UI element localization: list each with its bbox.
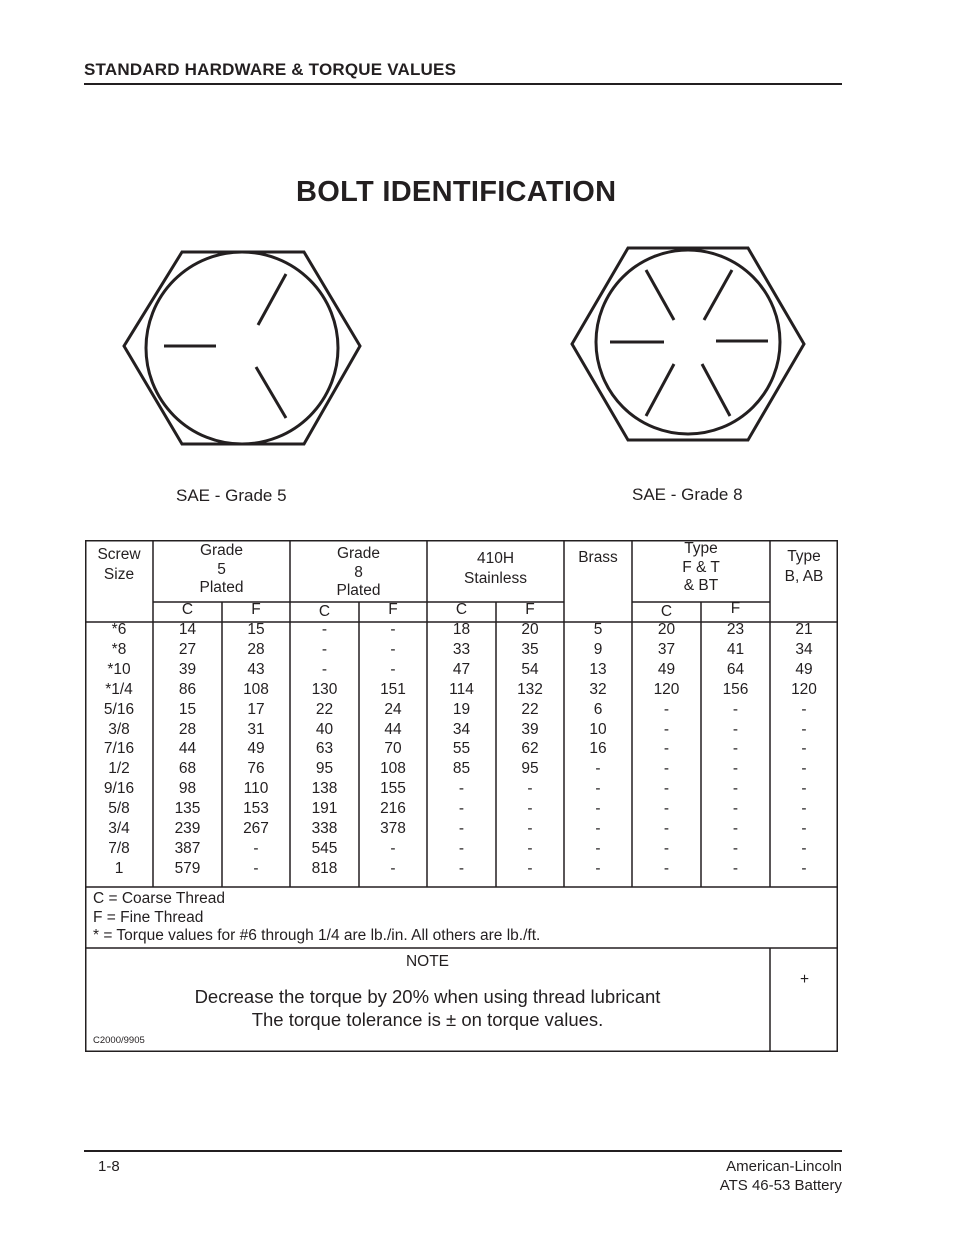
table-cell: 5/16 [103, 700, 135, 718]
torque-table [85, 540, 838, 1052]
table-cell: 138 [311, 780, 338, 798]
header-type-ft: Type F & T & BT [682, 540, 720, 594]
table-cell: - [801, 839, 807, 857]
subheader-stainless-f: F [525, 601, 535, 618]
table-cell: - [458, 820, 465, 838]
table-cell: 191 [311, 800, 338, 818]
table-cell: - [321, 640, 328, 658]
table-cell: - [663, 800, 670, 818]
table-cell: - [527, 780, 533, 798]
table-cell: - [801, 760, 807, 778]
column-grade5-fine [222, 620, 290, 879]
column-grade8-fine [359, 620, 427, 879]
table-cell: - [801, 720, 807, 738]
table-cell: 41 [726, 640, 745, 658]
table-cell: 156 [722, 680, 749, 698]
table-cell: 47 [452, 660, 471, 678]
table-cell: - [801, 800, 807, 818]
table-cell: 49 [247, 740, 265, 758]
table-cell: - [732, 700, 739, 718]
table-cell: 44 [384, 720, 402, 738]
legend-units: * = Torque values for #6 through 1/4 are lb./in. All others are lb./ft. [93, 927, 541, 944]
table-cell: 378 [380, 820, 406, 838]
note-line-1: Decrease the torque by 20% when using thread lubricant [194, 986, 661, 1007]
table-cell: 35 [521, 640, 539, 658]
table-cell: 1 [114, 859, 124, 877]
bolt-identification-title: BOLT IDENTIFICATION [296, 176, 617, 208]
table-cell: 1/2 [108, 760, 130, 778]
table-cell: 20 [521, 621, 539, 638]
grade5-label: SAE - Grade 5 [176, 486, 287, 505]
table-cell: 120 [653, 680, 680, 698]
column-grade5-coarse [153, 620, 222, 879]
table-cell: 20 [657, 621, 676, 638]
column-type-bab [770, 620, 838, 879]
table-cell: *10 [107, 660, 131, 678]
column-screw-size [85, 620, 153, 879]
table-cell: 44 [178, 740, 197, 758]
table-cell: 22 [521, 700, 539, 718]
header-brass: Brass [578, 549, 618, 566]
column-typeft-fine [701, 620, 770, 879]
table-cell: 15 [247, 621, 265, 638]
table-cell: 49 [657, 660, 676, 678]
table-cell: 23 [726, 621, 745, 638]
subheader-typeft-c: C [660, 603, 673, 620]
table-cell: - [595, 820, 601, 838]
table-cell: - [732, 720, 739, 738]
grade8-bolt-head-icon [568, 244, 808, 444]
table-cell: 545 [311, 839, 338, 857]
table-cell: - [663, 700, 670, 718]
table-cell: 9 [593, 640, 603, 658]
column-grade8-coarse [290, 620, 359, 879]
table-cell: 33 [452, 640, 471, 658]
table-cell: - [801, 859, 807, 877]
document-code: C2000/9905 [93, 1035, 145, 1046]
column-stainless-fine [496, 620, 564, 879]
table-cell: 5 [593, 621, 603, 638]
table-cell: 818 [311, 859, 338, 877]
table-cell: 6 [593, 700, 603, 718]
table-cell: 49 [795, 660, 813, 678]
table-cell: 68 [178, 760, 197, 778]
table-cell: 64 [726, 660, 745, 678]
header-grade5: Grade 5 Plated [199, 542, 244, 596]
table-cell: - [595, 780, 601, 798]
table-cell: 13 [589, 660, 607, 678]
table-cell: 95 [315, 760, 334, 778]
table-cell: - [595, 859, 601, 877]
table-cell: 55 [452, 740, 471, 758]
note-title: NOTE [405, 953, 450, 970]
table-cell: 387 [174, 839, 201, 857]
table-cell: 16 [589, 740, 607, 758]
table-cell: - [595, 800, 601, 818]
table-cell: 18 [452, 621, 471, 638]
table-cell: - [527, 839, 533, 857]
header-type-bab: Type B, AB [784, 548, 824, 585]
table-cell: 32 [589, 680, 607, 698]
table-cell: - [732, 839, 739, 857]
table-cell: - [663, 859, 670, 877]
table-cell: *1/4 [105, 680, 133, 698]
table-cell: 239 [174, 820, 201, 838]
table-cell: 34 [452, 720, 471, 738]
table-cell: 3/4 [108, 820, 130, 838]
note-plus-symbol: + [799, 971, 810, 988]
column-typeft-coarse [632, 620, 701, 879]
table-cell: 15 [178, 700, 197, 718]
table-cell: 31 [247, 720, 265, 738]
table-cell: 43 [247, 660, 265, 678]
table-cell: - [732, 820, 739, 838]
table-cell: 39 [178, 660, 197, 678]
table-cell: 130 [311, 680, 338, 698]
subheader-grade5-f: F [251, 601, 261, 618]
table-cell: - [801, 740, 807, 758]
note-text [85, 986, 770, 1031]
header-grade8: Grade 8 Plated [336, 545, 381, 599]
subheader-stainless-c: C [455, 601, 468, 618]
table-cell: 22 [315, 700, 334, 718]
table-cell: 579 [174, 859, 201, 877]
grade5-bolt-head-icon [120, 248, 364, 448]
table-cell: - [663, 820, 670, 838]
table-cell: 14 [178, 621, 197, 638]
legend [93, 890, 540, 946]
table-cell: - [732, 780, 739, 798]
table-cell: 39 [521, 720, 539, 738]
table-cell: - [801, 780, 807, 798]
table-cell: - [595, 760, 601, 778]
grade8-label: SAE - Grade 8 [632, 485, 743, 504]
table-cell: *6 [111, 621, 127, 638]
table-cell: 24 [384, 700, 402, 718]
legend-coarse: C = Coarse Thread [93, 890, 225, 907]
table-cell: 10 [589, 720, 607, 738]
table-cell: 63 [315, 740, 334, 758]
table-cell: 135 [174, 800, 201, 818]
table-cell: - [390, 660, 396, 678]
table-cell: 151 [380, 680, 406, 698]
table-cell: - [321, 660, 328, 678]
table-cell: 28 [178, 720, 197, 738]
table-cell: 86 [178, 680, 197, 698]
table-cell: 7/8 [108, 839, 130, 857]
table-cell: 70 [384, 740, 402, 758]
table-cell: - [732, 760, 739, 778]
footer-company: American-Lincoln [726, 1158, 842, 1175]
subheader-grade8-c: C [318, 603, 331, 620]
table-cell: - [390, 640, 396, 658]
table-cell: - [527, 820, 533, 838]
footer-rule [84, 1150, 842, 1152]
table-cell: 338 [311, 820, 338, 838]
table-cell: - [732, 800, 739, 818]
table-cell: - [321, 621, 328, 638]
page-number: 1-8 [98, 1158, 120, 1175]
table-cell: 85 [452, 760, 471, 778]
subheader-typeft-f: F [730, 600, 741, 617]
table-cell: 27 [178, 640, 197, 658]
table-cell: 7/16 [103, 740, 135, 758]
table-cell: 108 [380, 760, 406, 778]
footer-model: ATS 46-53 Battery [719, 1177, 842, 1194]
table-cell: 98 [178, 780, 197, 798]
table-cell: 3/8 [108, 720, 130, 738]
table-cell: 17 [247, 700, 265, 718]
page-header-title: STANDARD HARDWARE & TORQUE VALUES [84, 60, 457, 79]
table-cell: *8 [111, 640, 127, 658]
table-cell: 267 [243, 820, 269, 838]
table-cell: 37 [657, 640, 676, 658]
table-cell: 155 [380, 780, 406, 798]
table-cell: 34 [795, 640, 813, 658]
table-cell: 19 [452, 700, 471, 718]
header-screw-size: Screw Size [97, 546, 141, 583]
table-cell: 40 [315, 720, 334, 738]
table-cell: - [253, 839, 259, 857]
table-cell: 28 [247, 640, 265, 658]
table-cell: - [458, 800, 465, 818]
table-cell: 9/16 [103, 780, 135, 798]
table-cell: 114 [449, 680, 474, 698]
table-cell: - [801, 820, 807, 838]
table-cell: - [801, 700, 807, 718]
table-cell: 216 [380, 800, 406, 818]
table-cell: 153 [243, 800, 269, 818]
table-cell: 132 [517, 680, 543, 698]
table-cell: 62 [521, 740, 539, 758]
table-cell: - [663, 720, 670, 738]
legend-fine: F = Fine Thread [93, 908, 204, 926]
note-line-2: The torque tolerance is ± on torque values. [251, 1008, 604, 1030]
table-cell: 110 [243, 780, 269, 798]
table-cell: 5/8 [108, 800, 130, 818]
table-cell: - [527, 859, 533, 877]
table-cell: 21 [795, 621, 813, 638]
table-cell: 120 [791, 680, 817, 698]
table-cell: - [390, 621, 396, 638]
table-cell: - [390, 859, 396, 877]
table-cell: - [595, 839, 601, 857]
table-cell: - [390, 839, 396, 857]
table-cell: - [732, 859, 739, 877]
table-cell: 54 [521, 660, 539, 678]
column-stainless-coarse [427, 620, 496, 879]
table-cell: - [253, 859, 259, 877]
table-cell: - [527, 800, 533, 818]
table-cell: 108 [243, 680, 269, 698]
table-cell: - [732, 740, 739, 758]
table-cell: 95 [521, 760, 539, 778]
table-cell: - [663, 839, 670, 857]
column-brass [564, 620, 632, 879]
subheader-grade8-f: F [388, 601, 398, 618]
header-stainless: 410H Stainless [464, 550, 527, 587]
subheader-grade5-c: C [181, 601, 194, 618]
table-cell: - [663, 740, 670, 758]
table-cell: - [663, 780, 670, 798]
table-cell: - [663, 760, 670, 778]
header-rule [84, 83, 842, 85]
table-cell: - [458, 839, 465, 857]
table-cell: - [458, 859, 465, 877]
table-cell: - [458, 780, 465, 798]
table-cell: 76 [247, 760, 265, 778]
